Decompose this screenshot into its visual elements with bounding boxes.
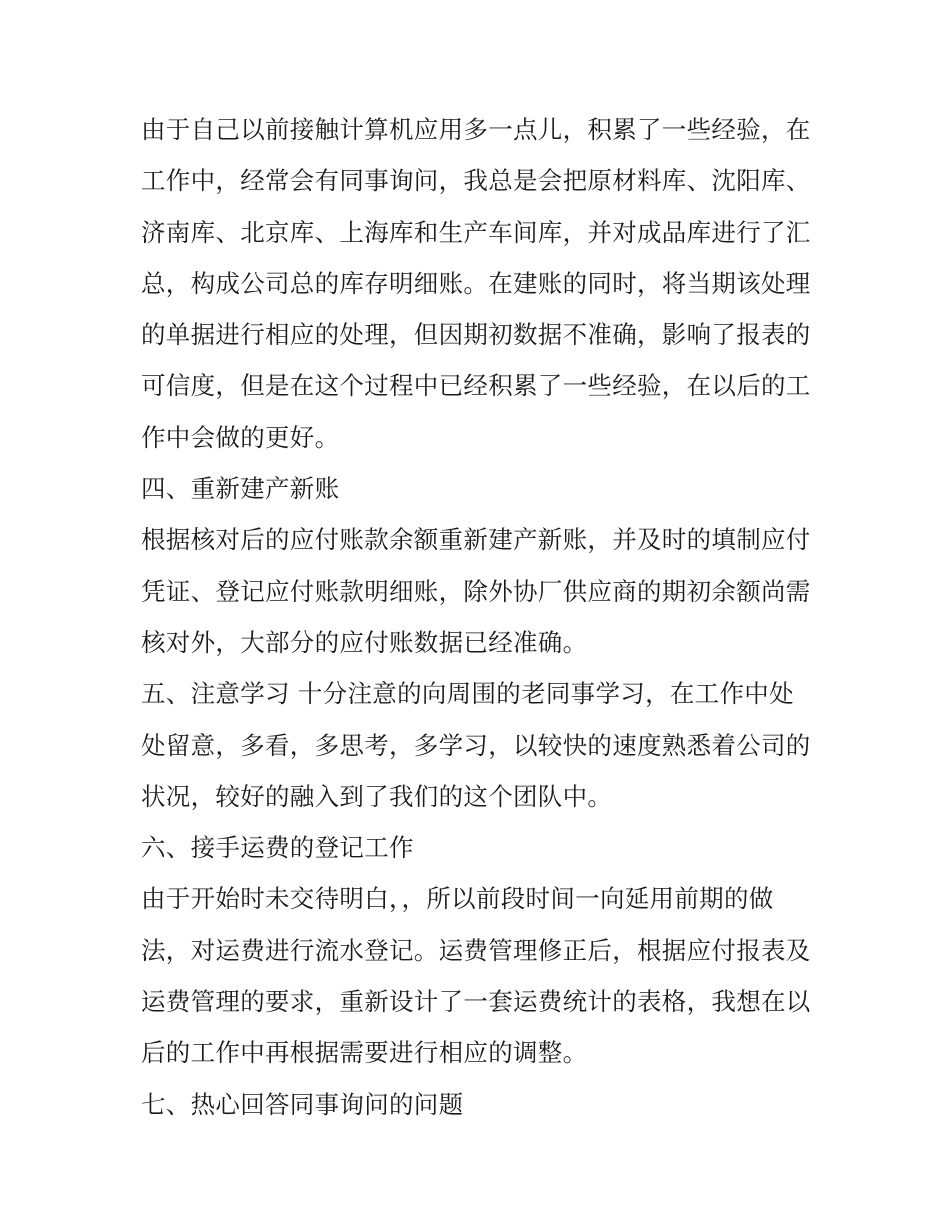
section-heading: 四、重新建产新账 xyxy=(141,474,340,504)
paragraph-line: 核对外，大部分的应付账数据已经准确。 xyxy=(141,627,588,657)
paragraph-line: 根据核对后的应付账款余额重新建产新账，并及时的填制应付 xyxy=(141,525,811,555)
document-body xyxy=(141,104,821,1130)
paragraph-line: 由于自己以前接触计算机应用多一点儿，积累了一些经验，在 xyxy=(141,115,811,144)
paragraph-line: 运费管理的要求，重新设计了一套运费统计的表格，我想在以 xyxy=(141,987,811,1017)
paragraph-line: 可信度，但是在这个过程中已经积累了一些经验，在以后的工 xyxy=(141,371,811,401)
section-heading: 七、热心回答同事询问的问题 xyxy=(141,1089,464,1119)
paragraph-line: 济南库、北京库、上海库和生产车间库，并对成品库进行了汇 xyxy=(141,217,811,247)
paragraph-line: 状况，较好的融入到了我们的这个团队中。 xyxy=(141,781,613,811)
paragraph-line: 工作中，经常会有同事询问，我总是会把原材料库、沈阳库、 xyxy=(141,166,811,196)
section-heading: 六、接手运费的登记工作 xyxy=(141,833,414,863)
paragraph-line: 处留意，多看，多思考，多学习，以较快的速度熟悉着公司的 xyxy=(141,730,811,760)
paragraph-line: 的单据进行相应的处理，但因期初数据不准确，影响了报表的 xyxy=(141,320,811,350)
section-heading: 五、注意学习 十分注意的向周围的老同事学习，在工作中处 xyxy=(141,679,794,709)
paragraph-line: 作中会做的更好。 xyxy=(141,422,340,452)
paragraph-line: 由于开始时未交待明白，，所以前段时间一向延用前期的做 xyxy=(141,884,774,914)
paragraph-line: 法，对运费进行流水登记。运费管理修正后，根据应付报表及 xyxy=(141,935,811,965)
paragraph-line: 凭证、登记应付账款明细账，除外协厂供应商的期初余额尚需 xyxy=(141,576,811,606)
paragraph-line: 总，构成公司总的库存明细账。在建账的同时，将当期该处理 xyxy=(141,268,811,298)
paragraph-line: 后的工作中再根据需要进行相应的调整。 xyxy=(141,1038,588,1068)
